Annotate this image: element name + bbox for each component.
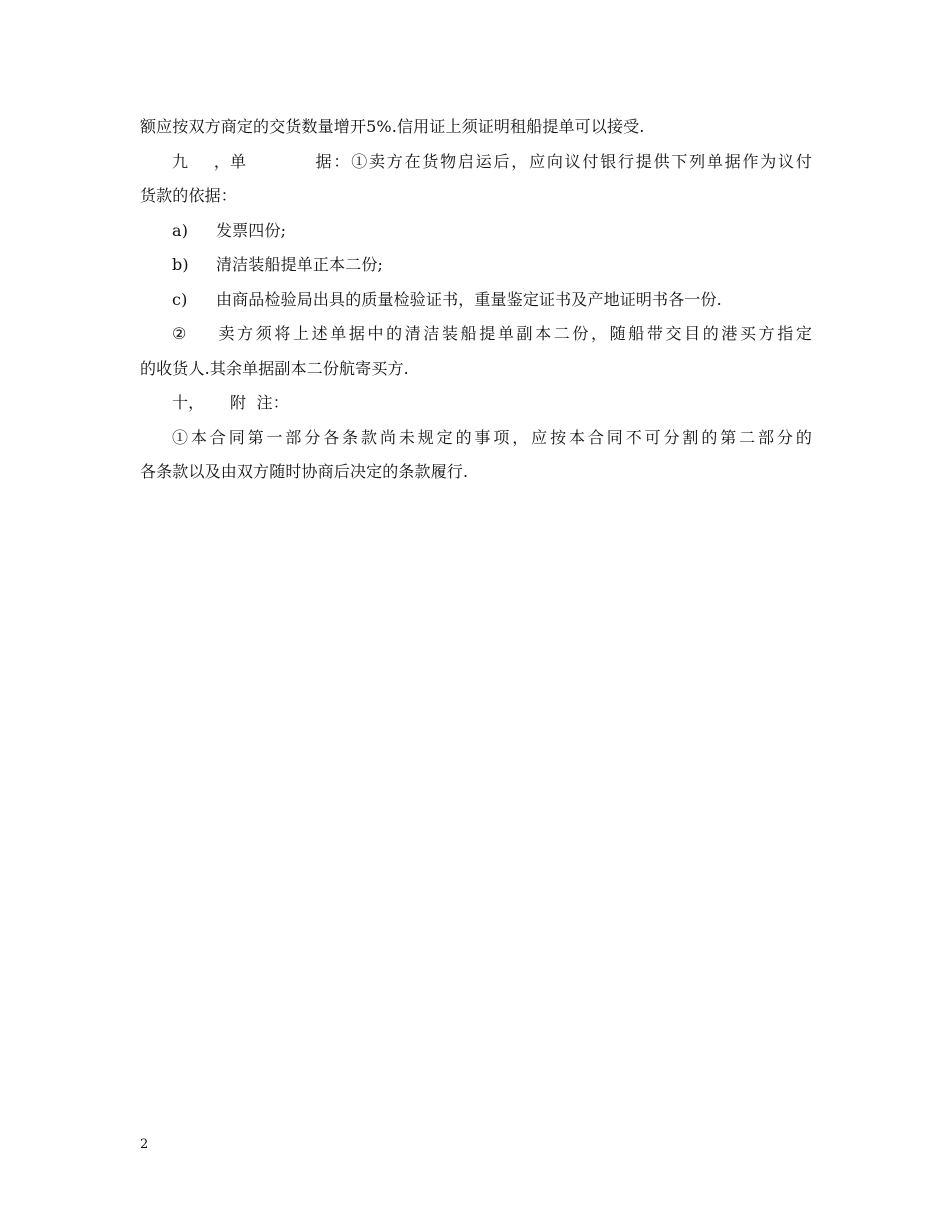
list-item (140, 248, 812, 283)
paragraph-text: 额应按双方商定的交货数量增开5%.信用证上须证明租船提单可以接受. (140, 117, 645, 136)
list-item (140, 283, 812, 318)
paragraph-text: 货款的依据： (140, 186, 237, 205)
list-item (140, 214, 812, 249)
paragraph-text: 的收货人.其余单据副本二份航寄买方. (140, 358, 409, 378)
paragraph-text: ①本合同第一部分各条款尚未规定的事项，应按本合同不可分割的第二部分的 (172, 427, 812, 447)
section-title-part: 据： (314, 151, 352, 171)
section-title: 附 注： (230, 393, 289, 412)
list-item-text: 发票四份; (216, 220, 287, 240)
list-marker: c) (172, 289, 188, 309)
paragraph-text: 卖方须将上述单据中的清洁装船提单副本二份，随船带交目的港买方指定 (216, 324, 812, 343)
page-number: 2 (140, 1137, 149, 1152)
list-marker: b) (172, 255, 189, 274)
text-line (140, 179, 812, 214)
paragraph-text: ①卖方在货物启运后，应向议付银行提供下列单据作为议付 (351, 151, 812, 171)
list-marker: a) (172, 220, 189, 240)
text-line (140, 455, 812, 490)
section-number: 九， (172, 151, 230, 171)
list-item-text: 由商品检验局出具的质量检验证书，重量鉴定证书及产地证明书各一份. (216, 289, 722, 309)
document-body (140, 110, 812, 490)
section-number: 十， (172, 393, 205, 412)
list-item-text: 清洁装船提单正本二份; (216, 255, 384, 274)
paragraph-text: 各条款以及由双方随时协商后决定的条款履行. (140, 462, 469, 481)
text-line (140, 352, 812, 387)
section-9-heading-line (140, 145, 812, 180)
text-line (140, 421, 812, 456)
numbered-paragraph-line (140, 317, 812, 352)
section-title-part: 单 (230, 151, 247, 171)
paragraph-marker: ② (172, 324, 187, 343)
section-10-heading-line (140, 386, 812, 421)
text-line (140, 110, 812, 145)
